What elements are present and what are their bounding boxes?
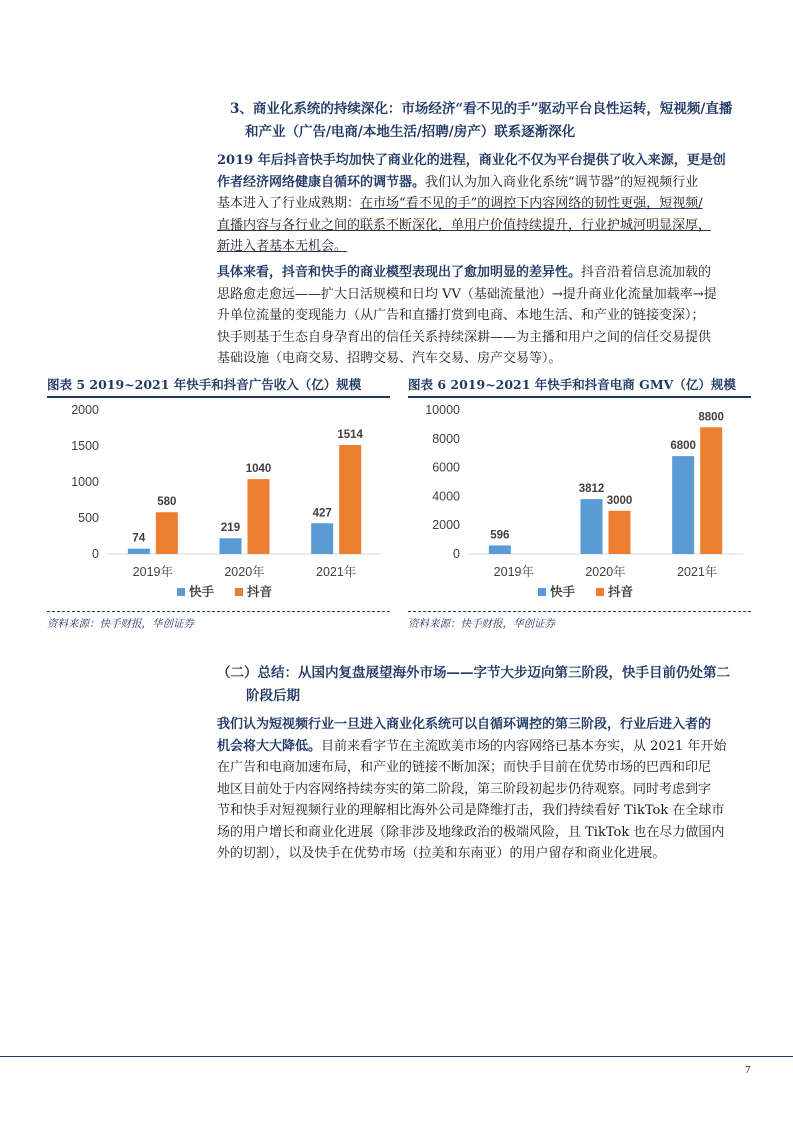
y-tick-label: 10000 — [425, 403, 460, 417]
data-label: 6800 — [670, 440, 696, 453]
legend-swatch-douyin — [235, 588, 243, 596]
bar-kuaishou — [672, 456, 694, 554]
para3-highlight-line1: 我们认为短视频行业一旦进入商业化系统可以自循环调控的第三阶段，行业后进入者的 — [217, 717, 712, 732]
summary-heading-line1: （二）总结：从国内复盘展望海外市场——字节大步迈向第三阶段，快手目前仍处第二 — [217, 665, 730, 681]
para2-highlight: 具体来看，抖音和快手的商业模型表现出了愈加明显的差异性。 — [217, 265, 582, 280]
para3-text-line2: 目前来看字节在主流欧美市场的内容网络已基本夯实，从 2021 年开始 — [321, 738, 727, 754]
bar-kuaishou — [311, 523, 333, 554]
para3-line3: 在广告和电商加速布局，和产业的链接不断加深；而快手目前在优势市场的巴西和印尼 — [217, 760, 712, 775]
y-tick-label: 6000 — [432, 460, 460, 475]
y-tick-label: 0 — [92, 547, 99, 561]
para1-text-line3: 基本进入了行业成熟期： — [217, 196, 361, 211]
summary-heading-line2: 阶段后期 — [246, 688, 300, 704]
para1-highlight-line1: 2019 年后抖音快手均加快了商业化的进程，商业化不仅为平台提供了收入来源，更是创 — [217, 153, 726, 168]
paragraph-commercialization — [217, 150, 757, 258]
y-tick-label: 2000 — [71, 403, 99, 417]
data-label: 1040 — [245, 463, 272, 476]
para2-line2: 思路愈走愈远——扩大日活规模和日均 VV（基础流量池）→提升商业化流量加载率→提 — [217, 286, 717, 302]
data-label: 596 — [490, 529, 510, 542]
data-label: 219 — [220, 522, 241, 535]
page-number: 7 — [745, 1064, 751, 1076]
bar-kuaishou — [489, 545, 511, 554]
chart-ad-revenue — [47, 398, 392, 608]
y-tick-label: 2000 — [432, 518, 460, 533]
y-tick-label: 8000 — [432, 431, 460, 446]
para1-line2 — [217, 172, 757, 194]
para2-line1 — [217, 262, 757, 284]
bar-kuaishou — [220, 538, 242, 554]
legend-swatch-kuaishou — [538, 588, 546, 596]
bar-douyin — [156, 512, 178, 554]
para1-text-line2: 我们认为加入商业化系统“调节器”的短视频行业 — [425, 174, 699, 190]
y-tick-label: 4000 — [432, 489, 460, 504]
data-label: 580 — [157, 496, 177, 509]
x-tick-label: 2019年 — [132, 565, 173, 579]
paragraph-summary — [217, 714, 757, 865]
bar-douyin — [248, 479, 270, 554]
data-label: 3812 — [578, 483, 605, 496]
para3-line7: 外的切割），以及快手在优势市场（拉美和东南亚）的用户留存和商业化进展。 — [217, 846, 666, 861]
legend-label: 抖音 — [247, 585, 273, 599]
para1-line3 — [217, 193, 757, 215]
para3-line5: 节和快手对短视频行业的理解相比海外公司是降维打击，我们持续看好 TikTok 在全球市 — [217, 803, 725, 818]
data-label: 1514 — [337, 428, 363, 441]
para1-underlined-line5: 新进入者基本无机会。 — [217, 239, 348, 254]
para1-highlight-line2: 作者经济网络健康自循环的调节器。 — [217, 174, 426, 190]
figure6-source: 资料来源：快手财报，华创证券 — [408, 611, 751, 631]
y-tick-label: 1000 — [71, 475, 99, 489]
data-label: 3000 — [606, 494, 633, 507]
legend-label: 快手 — [550, 585, 576, 599]
x-tick-label: 2019年 — [493, 565, 534, 579]
bar-douyin — [339, 445, 361, 554]
figure6-title: 图表 6 2019~2021 年快手和抖音电商 GMV（亿）规模 — [408, 375, 751, 398]
y-tick-label: 500 — [78, 511, 99, 525]
summary-heading — [217, 662, 757, 708]
figure6-chart — [408, 398, 753, 608]
figure5-source: 资料来源：快手财报，华创证券 — [47, 611, 390, 631]
para2-text-line1: 抖音沿着信息流加载的 — [581, 265, 712, 280]
para3-highlight-line2: 机会将大大降低。 — [217, 738, 322, 754]
x-tick-label: 2021年 — [316, 565, 357, 579]
para1-underlined-line3: 在市场“看不见的手”的调控下内容网络的韧性更强，短视频/ — [360, 196, 703, 211]
para3-line4: 地区目前处于内容网络持续夯实的第二阶段，第三阶段初起步仍待观察。同时考虑到字 — [217, 781, 712, 797]
bar-kuaishou — [128, 549, 150, 554]
legend-label: 抖音 — [608, 585, 634, 599]
para2-line4: 快手则基于生态自身孕育出的信任关系持续深耕——为主播和用户之间的信任交易提供 — [217, 329, 712, 345]
para2-line3: 升单位流量的变现能力（从广告和直播打赏到电商、本地生活、和产业的链接变深）； — [217, 308, 705, 323]
y-tick-label: 0 — [453, 547, 460, 561]
data-label: 427 — [312, 507, 332, 520]
legend-swatch-douyin — [596, 588, 604, 596]
paragraph-business-models — [217, 262, 757, 370]
data-label: 74 — [132, 532, 146, 545]
bar-kuaishou — [581, 499, 603, 554]
x-tick-label: 2021年 — [677, 565, 718, 579]
y-tick-label: 1500 — [71, 439, 99, 453]
chart-ecommerce-gmv — [408, 398, 753, 608]
x-tick-label: 2020年 — [224, 565, 265, 579]
section-3-heading-line1: 3、商业化系统的持续深化：市场经济“看不见的手”驱动平台良性运转，短视频/直播 — [230, 101, 733, 117]
footer-divider — [0, 1056, 793, 1057]
section-3-heading-line2: 和产业（广告/电商/本地生活/招聘/房产）联系逐渐深化 — [245, 124, 576, 140]
para3-line6: 场的用户增长和商业化进展（除非涉及地缘政治的极端风险，且 TikTok 也在尽力做国内 — [217, 824, 725, 840]
bar-douyin — [700, 427, 722, 554]
legend-swatch-kuaishou — [177, 588, 185, 596]
x-tick-label: 2020年 — [585, 565, 626, 579]
para2-line5: 基础设施（电商交易、招聘交易、汽车交易、房产交易等）。 — [217, 351, 562, 366]
bar-douyin — [609, 511, 631, 554]
figure5-title: 图表 5 2019~2021 年快手和抖音广告收入（亿）规模 — [47, 375, 390, 398]
legend-label: 快手 — [189, 585, 215, 599]
section-3-heading — [230, 98, 760, 144]
para3-line2 — [217, 736, 757, 758]
para1-underlined-line4: 直播内容与各行业之间的联系不断深化，单用户价值持续提升，行业护城河明显深厚， — [217, 217, 712, 233]
data-label: 8800 — [698, 411, 724, 424]
figure5-chart — [47, 398, 392, 608]
